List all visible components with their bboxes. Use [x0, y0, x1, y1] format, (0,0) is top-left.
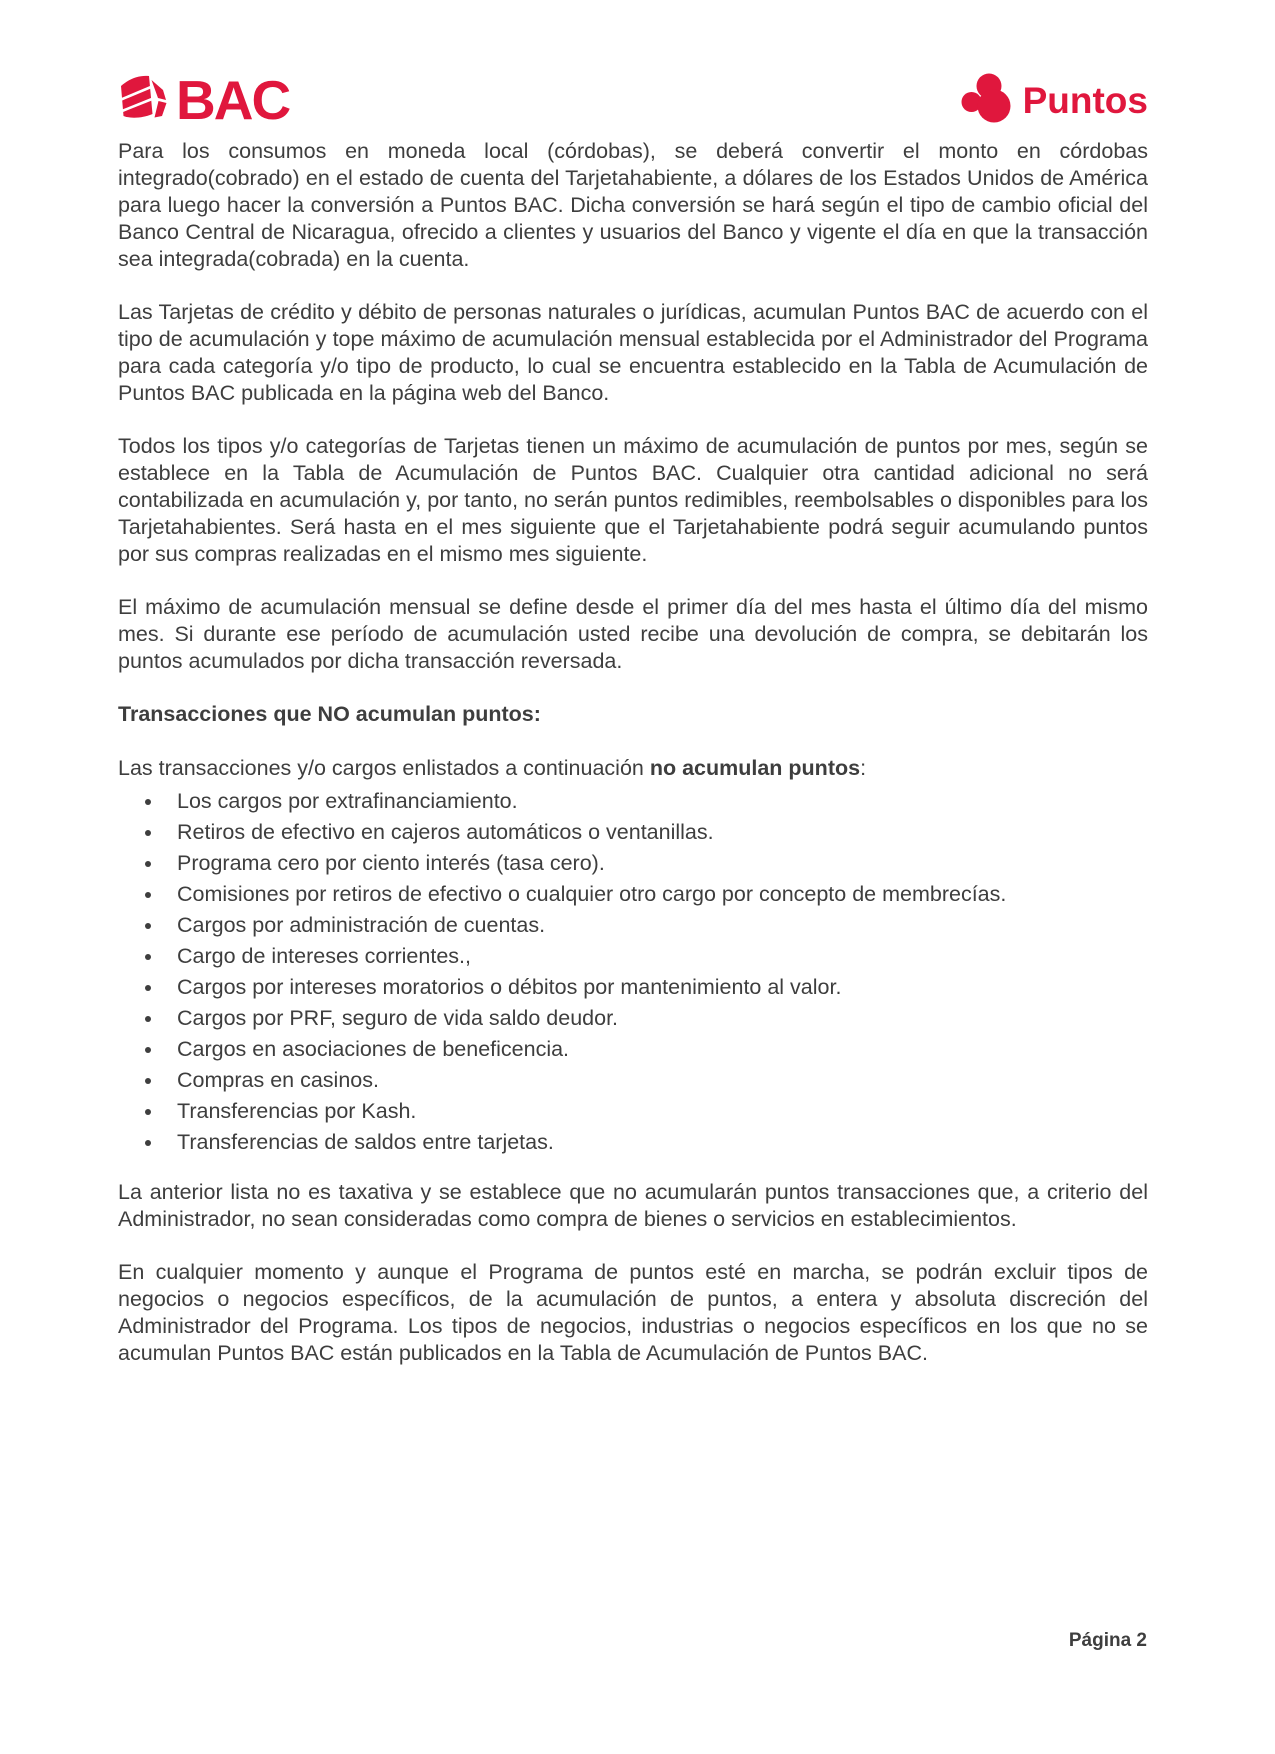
- list-item: • Programa cero por ciento interés (tasa cero).: [164, 850, 1148, 877]
- list-item: • Comisiones por retiros de efectivo o cualquier otro cargo por concepto de membrecías.: [164, 881, 1148, 908]
- puntos-logo-text: Puntos: [1022, 79, 1148, 121]
- document-content: [118, 70, 1148, 1393]
- list-intro-prefix: Las transacciones y/o cargos enlistados a continuación: [118, 756, 650, 780]
- list-item: • Retiros de efectivo en cajeros automáticos o ventanillas.: [164, 819, 1148, 846]
- paragraph-non-exhaustive-list: La anterior lista no es taxativa y se establece que no acumularán puntos transacciones que, a criterio del Administrador, no sean consideradas como compra de bienes o servicios en establecimientos.: [118, 1180, 1148, 1231]
- puntos-logo: [961, 72, 1148, 129]
- list-item: • Cargos por PRF, seguro de vida saldo deudor.: [164, 1005, 1148, 1032]
- paragraph-card-accumulation: Las Tarjetas de crédito y débito de personas naturales o jurídicas, acumulan Puntos BAC de acuerdo con el tipo de acumulación y tope máximo de acumulación mensual establecida por el Administrador del Programa para cada categoría y/o tipo de producto, lo cual se encuentra establecido en la Tabla de Acumulación de Puntos BAC publicada en la página web del Banco.: [118, 300, 1148, 405]
- paragraph-business-exclusion: En cualquier momento y aunque el Programa de puntos esté en marcha, se podrán excluir tipos de negocios o negocios específicos, de la acumulación de puntos, a entera y absoluta discreción del Administrador del Programa. Los tipos de negocios, industrias o negocios específicos en los que no se acumulan Puntos BAC están publicados en la Tabla de Acumulación de Puntos BAC.: [118, 1260, 1148, 1365]
- paragraph-accumulation-period: El máximo de acumulación mensual se define desde el primer día del mes hasta el último día del mismo mes. Si durante ese período de acumulación usted recibe una devolución de compra, se debitarán los puntos acumulados por dicha transacción reversada.: [118, 595, 1148, 673]
- list-item: • Transferencias por Kash.: [164, 1098, 1148, 1125]
- page-header: [118, 70, 1148, 130]
- list-item: • Los cargos por extrafinanciamiento.: [164, 788, 1148, 815]
- bac-logo: [118, 70, 289, 131]
- bac-logo-text: BAC: [176, 68, 290, 131]
- list-intro-bold: no acumulan puntos: [649, 756, 861, 780]
- list-item: • Transferencias de saldos entre tarjetas.: [164, 1129, 1148, 1156]
- section-heading-no-points: Transacciones que NO acumulan puntos:: [118, 702, 541, 726]
- list-intro-suffix: :: [860, 756, 867, 780]
- no-points-list: [118, 788, 1148, 1156]
- paragraph-monthly-maximum: Todos los tipos y/o categorías de Tarjetas tienen un máximo de acumulación de puntos por mes, según se establece en la Tabla de Acumulación de Puntos BAC. Cualquier otra cantidad adicional no será contabilizada en acumulación y, por tanto, no serán puntos redimibles, reembolsables o disponibles para los Tarjetahabientes. Será hasta en el mes siguiente que el Tarjetahabiente podrá seguir acumulando puntos por sus compras realizadas en el mismo mes siguiente.: [118, 434, 1148, 566]
- list-intro: [118, 755, 1148, 782]
- list-item: • Cargo de intereses corrientes.,: [164, 943, 1148, 970]
- list-item: • Cargos en asociaciones de beneficencia.: [164, 1036, 1148, 1063]
- page-number: Página 2: [1068, 1630, 1147, 1651]
- bac-flag-icon: [118, 70, 170, 131]
- paragraph-currency-conversion: Para los consumos en moneda local (córdobas), se deberá convertir el monto en córdobas integrado(cobrado) en el estado de cuenta del Tarjetahabiente, a dólares de los Estados Unidos de América para luego hacer la conversión a Puntos BAC. Dicha conversión se hará según el tipo de cambio oficial del Banco Central de Nicaragua, ofrecido a clientes y usuarios del Banco y vigente el día en que la transacción sea integrada(cobrada) en la cuenta.: [118, 139, 1148, 271]
- list-item: • Cargos por intereses moratorios o débitos por mantenimiento al valor.: [164, 974, 1148, 1001]
- list-item: • Cargos por administración de cuentas.: [164, 912, 1148, 939]
- puntos-circles-icon: [961, 72, 1013, 129]
- list-item: • Compras en casinos.: [164, 1067, 1148, 1094]
